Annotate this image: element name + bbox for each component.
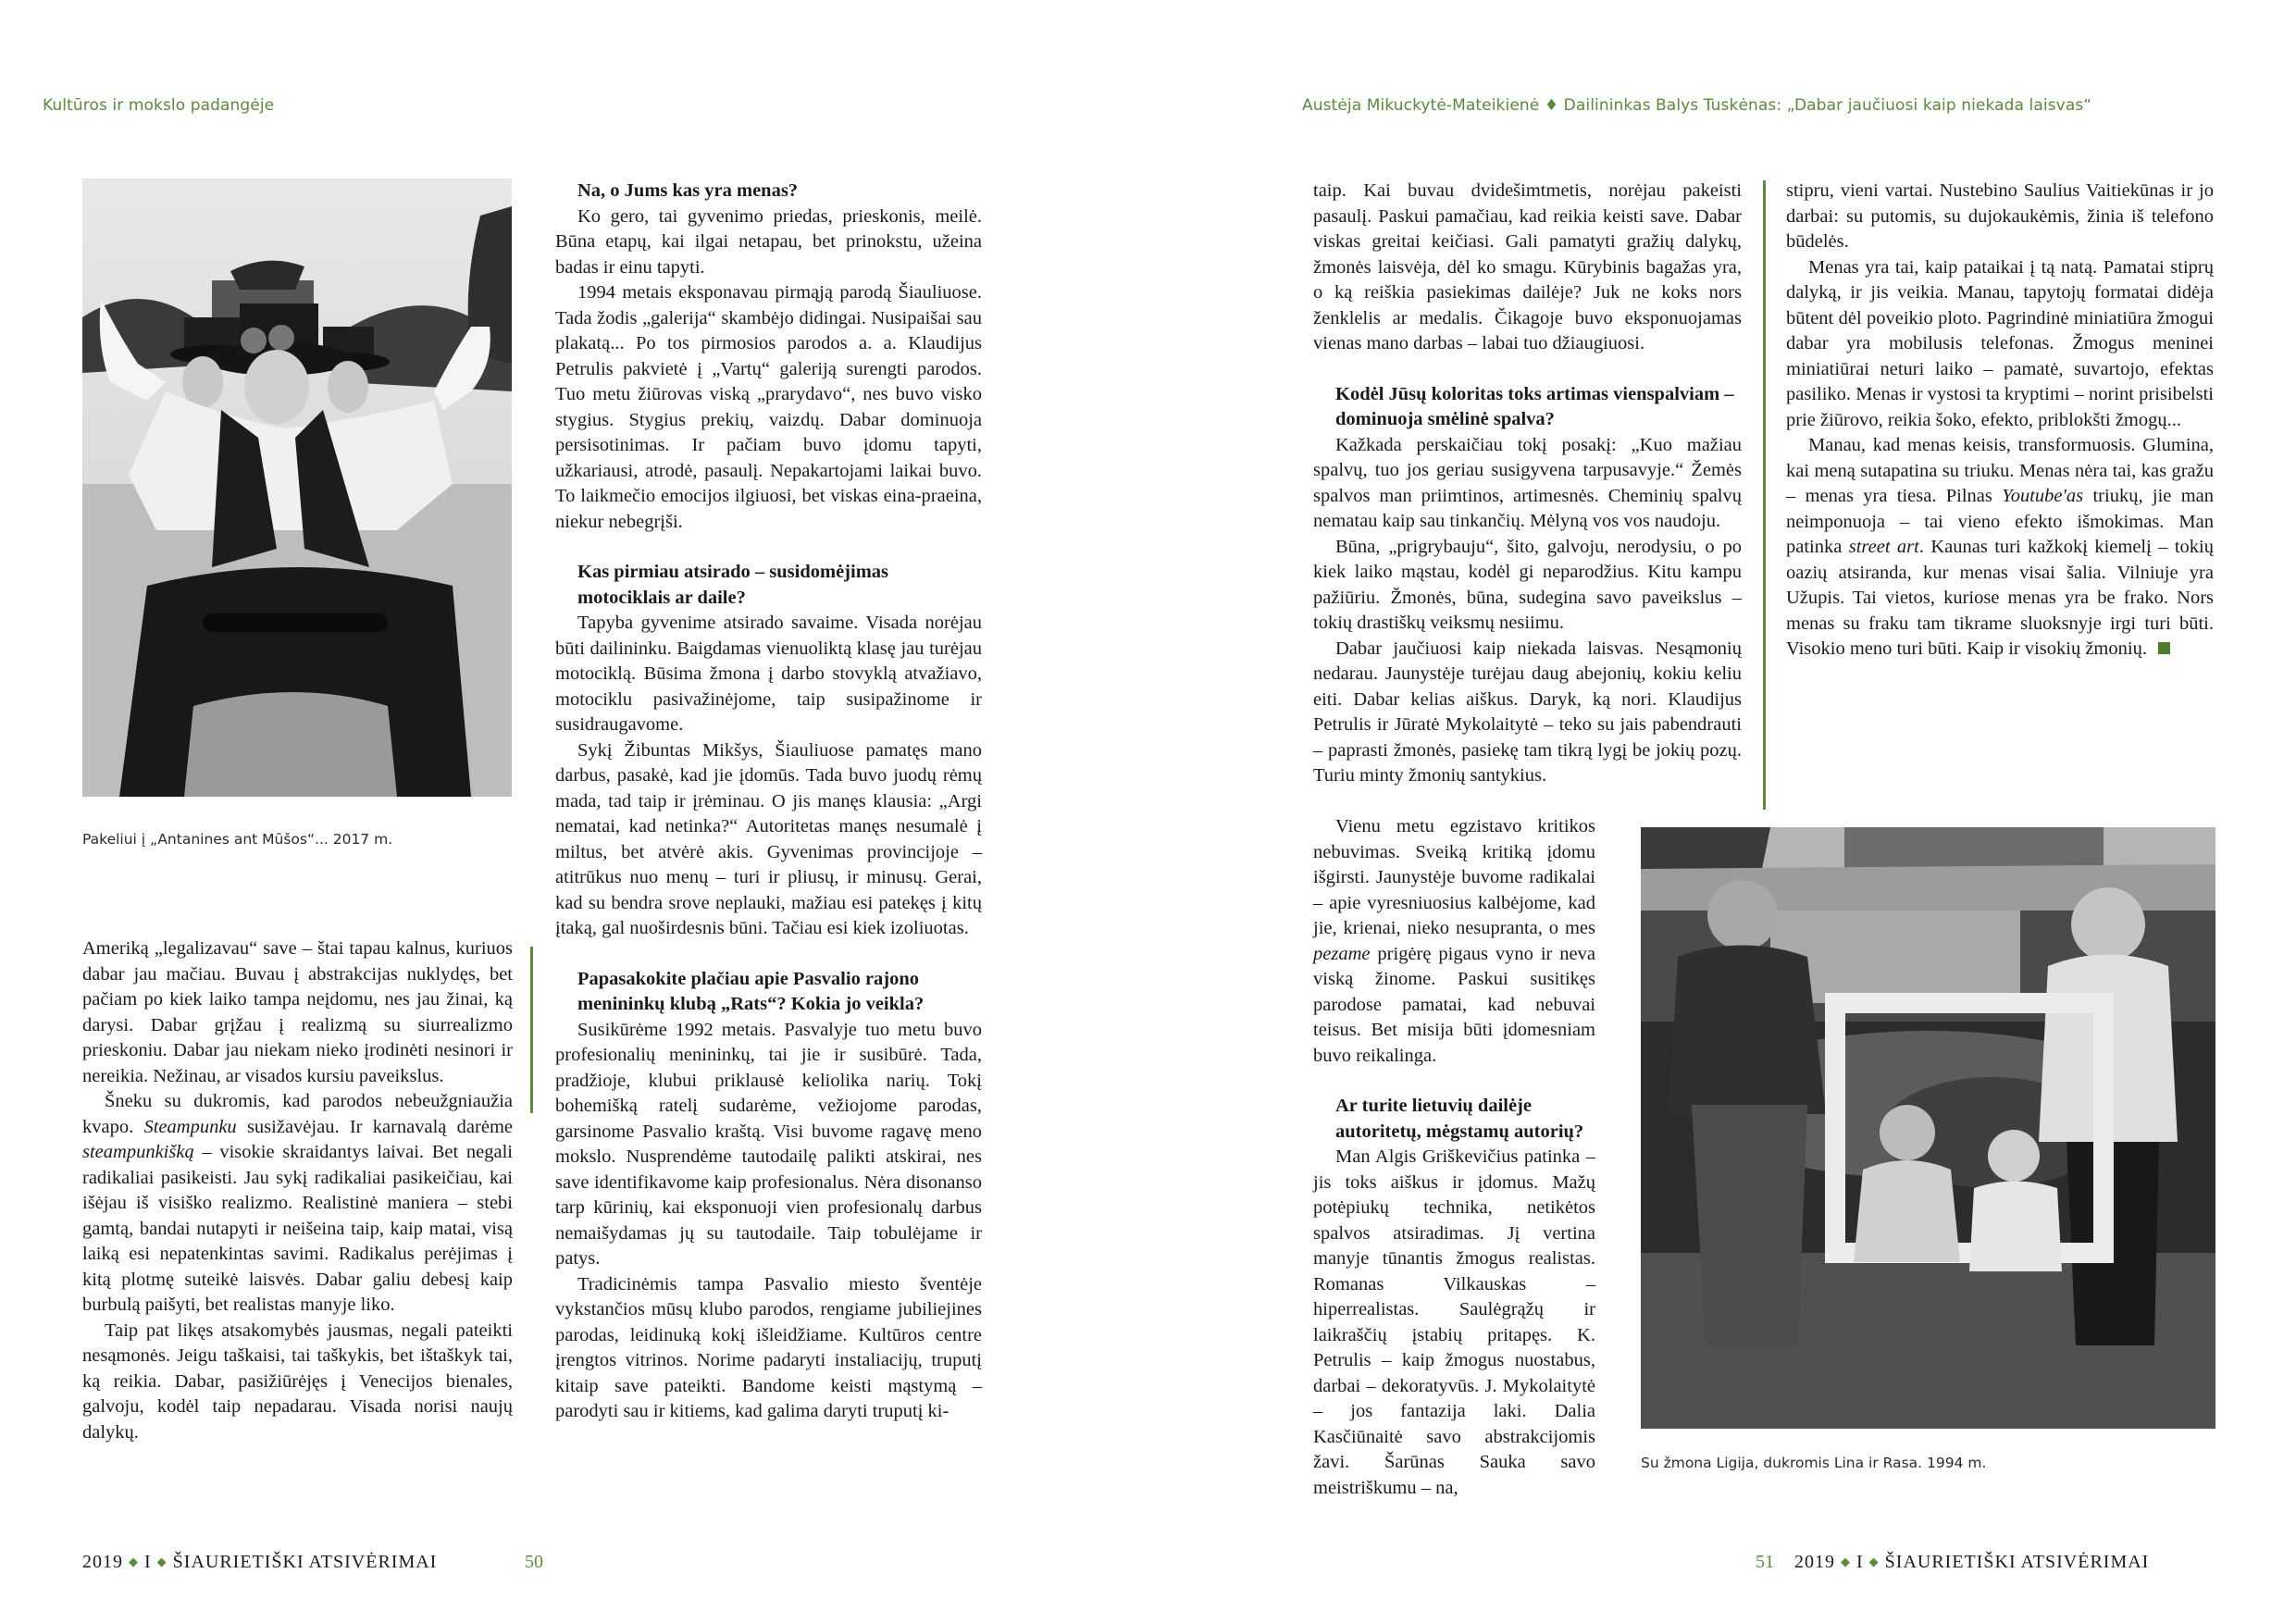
paragraph: Man Algis Griškevičius patinka – jis toks aiškus ir įdomus. Mažų potėpiukų technika, netikėtos spalvos atsiradimas. Jį vertina manyje tūnantis žmogus realistas. Romanas Vilkauskas – hiperrealistas. Saulėgrąžų ir laikraščių įstabių pritapęs. K. Petrulis – kaip žmogus nuostabus, darbai – dekoratyvūs. J. Mykolaitytė – jos fantazija laki. Dalia Kasčiūnaitė savo abstrakcijomis žavi. Šarūnas Sauka savo meistriškumu – na,	[1313, 1146, 1595, 1498]
interview-question: Kodėl Jūsų koloritas toks artimas vienspalviam – dominuoja smėlinė spalva?	[1335, 383, 1734, 429]
footer-journal: ŠIAURIETIŠKI ATSIVĖRIMAI	[172, 1552, 438, 1572]
page51-footer	[1794, 1552, 2149, 1573]
page-number-51: 51	[1756, 1552, 1774, 1572]
running-head-right: Austėja Mikuckytė-Mateikienė ♦ Dailininkas Balys Tuskėnas: „Dabar jaučiuosi kaip niekada laisvas“	[1302, 96, 2092, 115]
footer-issue: I	[1856, 1552, 1864, 1572]
paragraph: Vienu metu egzistavo kritikos nebuvimas. Sveiką kritiką įdomu išgirsti. Jaunystėje buvome radikalai – apie vyresniuosius kalbėjome, kad jie, krienai, nieko nesupranta, o mes pezame prigėrę pigaus vyno ir neva viską žinome. Paskui susitikęs parodose pamatai, kad nebuvai teisus. Bet misija būti įdomesniam buvo reikalinga.	[1313, 816, 1595, 1066]
paragraph: Kažkada perskaičiau tokį posakį: „Kuo mažiau spalvų, tuo jos geriau susigyvena tarpusavyje.“ Žemės spalvos man priimtinos, artimesnės. Cheminių spalvų nematau kaip sau tinkančių. Mėlyną vos vos naudoju.	[1313, 434, 1742, 531]
photo-family	[1641, 827, 2215, 1429]
photo-caption-family: Su žmona Ligija, dukromis Lina ir Rasa. 1994 m.	[1641, 1455, 1987, 1471]
column-divider	[530, 947, 533, 1113]
diamond-icon: ◆	[129, 1555, 139, 1568]
paragraph: Menas yra tai, kaip pataikai į tą natą. Pamatai stiprų dalyką, ir jis veikia. Manau, tapytojų formatai didėja būtent dėl poveikio ploto. Pagrindinė miniatiūra žmogui dabar yra mobilusis telefonas. Žmogus meninei miniatiūrai neturi laiko – pamatė, suvartojo, efektas pasiliko. Menas ir vystosi ta kryptimi – norint prisibelsti prie žiūrovo, reikia šoko, efekto, priblokšti žmogų...	[1786, 256, 2214, 430]
paragraph: taip. Kai buvau dvidešimtmetis, norėjau pakeisti pasaulį. Paskui pamačiau, kad reikia keisti save. Dabar viskas greitai keičiasi. Gali pamatyti gražių dalykų, žmonės laisvėja, dėl ko smagu. Kūrybinis bagažas yra, o ką reiškia pasiekimas dailėje? Juk ne koks nors ženklelis ar medalis. Čikagoje buvo eksponuojamas vienas mano darbas – labai tuo džiaugiuosi.	[1313, 180, 1742, 353]
footer-year: 2019	[1794, 1552, 1835, 1572]
paragraph: Tapyba gyvenime atsirado savaime. Visada norėjau būti dailininku. Baigdamas vienuoliktą klasę jau turėjau motociklą. Būsima žmona į darbo stovyklą atvažiavo, motociklu pasivažinėjome, taip susipažinome ir susidraugavome.	[555, 613, 982, 735]
footer-journal: ŠIAURIETIŠKI ATSIVĖRIMAI	[1884, 1552, 2150, 1572]
end-of-article-mark-icon	[2158, 642, 2170, 654]
paragraph: Tradicinėmis tampa Pasvalio miesto šventėje vykstančios mūsų klubo parodos, rengiame jubiliejines parodas, leidinuką kokį išleidžiame. Kultūros centre įrengtos vitrinos. Norime padaryti instaliacijų, truputį kitaip save pateikti. Bandome keisti mąstymą – parodyti sau ir kitiems, kad galima daryti truputį ki-	[555, 1273, 982, 1421]
paragraph: Taip pat likęs atsakomybės jausmas, negali pateikti nesąmonės. Jeigu taškaisi, tai taškykis, bet ištaškyk tai, ką reikia. Dabar, pasižiūrėjęs į Venecijos bienales, galvoju, kodėl taip nepadarau. Visada norisi naujų dalykų.	[82, 1319, 513, 1443]
paragraph: Ameriką „legalizavau“ save – štai tapau kalnus, kuriuos dabar jau mačiau. Buvau į abstrakcijas nuklydęs, bet pačiam po kiek laiko tampa neįdomu, nes jau žinai, ką darysi. Dabar grįžau į realizmą su siurrealizmo prieskoniu. Dabar jau niekam nieko įrodinėti nesinori ir nereikia. Nežinau, ar visados kursiu paveikslus.	[82, 938, 513, 1086]
column-divider	[1763, 180, 1766, 810]
running-head-left: Kultūros ir mokslo padangėje	[43, 96, 275, 115]
interview-question: Ar turite lietuvių dailėje autoritetų, mėgstamų autorių?	[1335, 1096, 1584, 1142]
paragraph: Susikūrėme 1992 metais. Pasvalyje tuo metu buvo profesionalių menininkų, tai jie ir susibūrė. Tada, pradžioje, klubui priklausė keliolika narių. Tokį bohemišką ratelį sudarėme, vežiojome parodas, garsinome Pasvalio kraštą. Visi buvome ragavę meno mokslo. Nusprendėme tautodailę palikti atskirai, nes save identifikavome kaip profesionalus. Nėra disonanso tarp kūrinių, kai eksponuoji vien profesionalų darbus nemaišydamas jų su tautodaile. Taip tobulėjame ir patys.	[555, 1019, 982, 1269]
footer-year: 2019	[82, 1552, 123, 1572]
paragraph: Šneku su dukromis, kad parodos nebeužgniaužia kvapo. Steampunku susižavėjau. Ir karnavalą darėme steampunkišką – visokie skraidantys laivai. Bet negali radikaliai pasikeisti. Jau sykį radikaliai pasikeičiau, kai išėjau iš visiško realizmo. Realistinė maniera – stebi gamtą, bandai nutapyti ir neišeina taip, kaip matai, visą laiką esi nepatenkintas savimi. Radikalus perėjimas į kitą plotmę suteikė laisvės. Dabar galiu debesį kaip burbulą paišyti, bet realistas manyje liko.	[82, 1091, 513, 1315]
paragraph: Dabar jaučiuosi kaip niekada laisvas. Nesąmonių nedarau. Jaunystėje turėjau daug abejonių, kokiu keliu eiti. Dabar kelias aiškus. Daryk, ką nori. Klaudijus Petrulis ir Jūratė Mykolaitytė – teko su jais pabendrauti – paprasti žmonės, pasiekę tam tikrą lygį be jokių pozų. Turiu minty žmonių santykius.	[1313, 638, 1742, 786]
page50-column-1	[82, 936, 513, 1445]
paragraph: stipru, vieni vartai. Nustebino Saulius Vaitiekūnas ir jo darbai: su putomis, su dujokaukėmis, žinia iš telefono būdelės.	[1786, 180, 2214, 252]
interview-question: Kas pirmiau atsirado – susidomėjimas motociklais ar daile?	[577, 562, 888, 608]
diamond-icon: ◆	[1868, 1555, 1880, 1568]
photo-caption-steampunk: Pakeliui į „Antanines ant Mūšos“... 2017 m.	[82, 831, 393, 848]
interview-question: Na, o Jums kas yra menas?	[577, 180, 799, 201]
paragraph: 1994 metais eksponavau pirmąją parodą Šiauliuose. Tada žodis „galerija“ skambėjo didingai. Nusipaišai sau plakatą... Po tos pirmosios parodos a. a. Klaudijus Petrulis pakvietė į „Vartų“ galeriją surengti parodos. Tuo metu žiūrovas viską „prarydavo“, nes buvo visko stygius. Stygius prekių, vaizdų. Dabar dominuoja persisotinimas. Ir pačiam buvo įdomu tapyti, užkariausi, atrodė, pasaulį. Nepakartojami laikai buvo. To laikmečio emocijos ilgiuosi, bet viskas eina-praeina, niekur nebegrįši.	[555, 282, 982, 532]
diamond-icon: ◆	[1841, 1555, 1851, 1568]
footer-issue: I	[144, 1552, 152, 1572]
page51-column-3	[1313, 179, 1742, 789]
paragraph: Ko gero, tai gyvenimo priedas, prieskonis, meilė. Būna etapų, kai ilgai netapau, bet prinokstu, užeina badas ir einu tapyti.	[555, 205, 982, 278]
paragraph: Sykį Žibuntas Mikšys, Šiauliuose pamatęs mano darbus, pasakė, kad jie įdomūs. Tada buvo juodų rėmų mada, tad taip ir įrėminau. O jis manęs klausia: „Argi nematai, kad netinka?“ Autoritetas manęs nesumalė į miltus, bet atvėrė akis. Gyvenimas provincijoje – atitrūkus nuo menų – turi ir pliusų, ir minusų. Gerai, kad su bendra srove neplauki, mažiau esi patekęs į kitų įtaką, gal nuoširdesnis būni. Tačiau esi kiek izoliuotas.	[555, 739, 982, 938]
paragraph: Manau, kad menas keisis, transformuosis. Glumina, kai meną sutapatina su triuku. Menas nėra tai, kas gražu – menas yra tiesa. Pilnas Youtube'as triukų, jie man neimponuoja – tai vieno efekto išmokimas. Man patinka street art. Kaunas turi kažkokį kiemelį – tokių oazių atsiranda, kur menas visai šalia. Vilniuje yra Užupis. Tai vietos, kuriose menas yra be frako. Nors menas su fraku tam tikrame sluoksnyje irgi turi būti. Visokio meno turi būti. Kaip ir visokių žmonių.	[1786, 435, 2214, 659]
interview-question: Papasakokite plačiau apie Pasvalio rajono menininkų klubą „Rats“? Kokia jo veikla?	[577, 968, 925, 1014]
photo-steampunk	[82, 179, 512, 797]
page51-column-4	[1786, 179, 2214, 663]
page-number-50: 50	[525, 1552, 543, 1572]
steampunk-photo-image	[82, 179, 512, 797]
page50-footer	[82, 1552, 437, 1573]
page50-column-2	[555, 179, 982, 1425]
family-photo-image	[1641, 827, 2215, 1429]
page51-column-3-lower	[1313, 814, 1595, 1501]
paragraph: Būna, „prigrybauju“, šito, galvoju, nerodysiu, o po kiek laiko mąstau, kodėl gi neparodžius. Kitu kampu pažiūriu. Žmonės, būna, sudegina savo paveikslus – tokių drastiškų veiksmų nesiimu.	[1313, 536, 1742, 633]
diamond-icon: ◆	[156, 1555, 168, 1568]
